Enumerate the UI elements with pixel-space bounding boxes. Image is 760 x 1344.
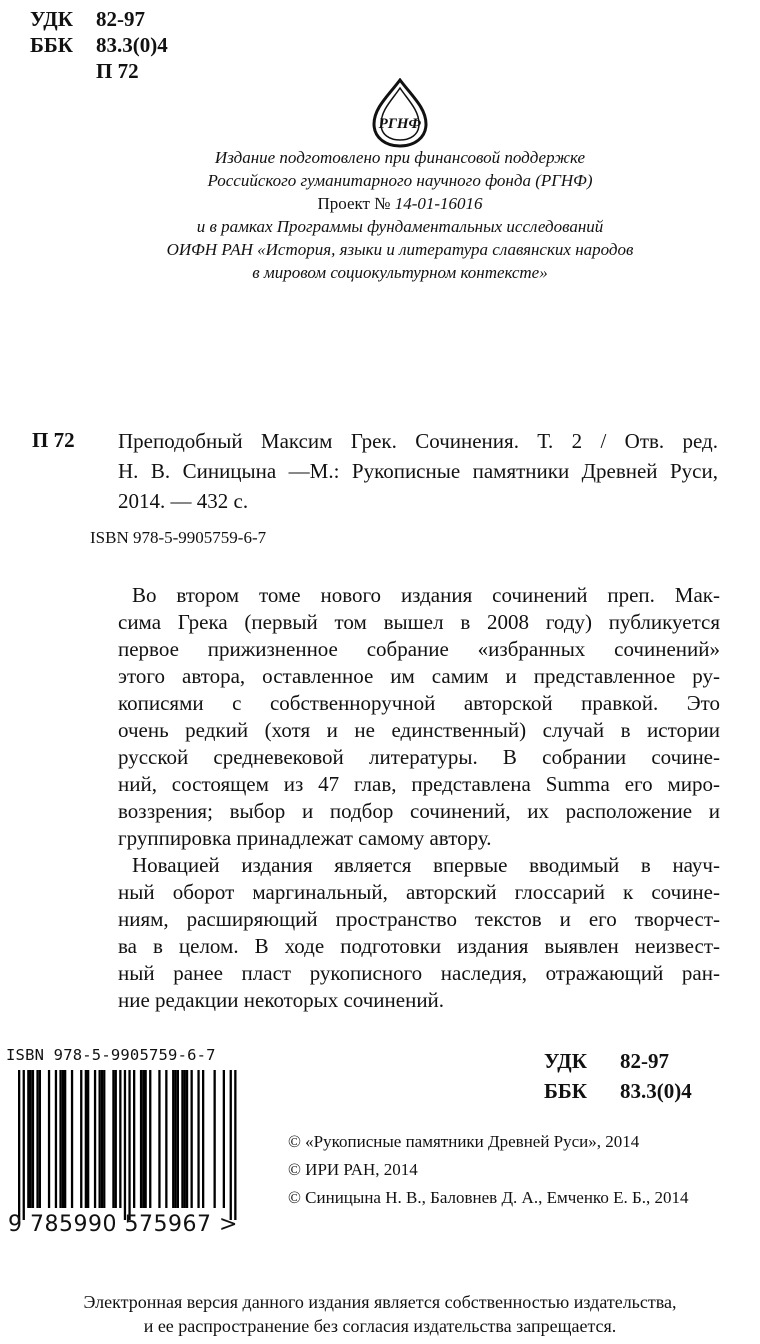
barcode-bar bbox=[119, 1070, 121, 1208]
barcode-bar bbox=[149, 1070, 151, 1208]
barcode-bar bbox=[85, 1070, 87, 1208]
funding-line: Издание подготовлено при финансовой поддержке bbox=[214, 148, 586, 167]
barcode-bar bbox=[140, 1070, 142, 1208]
citation-line: 2014. — 432 с. bbox=[118, 489, 249, 513]
abstract-line: этого автора, оставленное им самим и представленное ру- bbox=[118, 664, 720, 688]
funding-line: ОИФН РАН «История, языки и литература славянских народов bbox=[166, 240, 634, 259]
logo-lettering: РГНФ bbox=[378, 116, 422, 132]
barcode-bar bbox=[128, 1070, 130, 1220]
abstract-line: ние редакции некоторых сочинений. bbox=[118, 988, 445, 1012]
barcode-bar bbox=[124, 1070, 126, 1220]
project-prefix: Проект № bbox=[317, 194, 395, 213]
rgnf-logo-icon bbox=[368, 78, 432, 148]
project-number: 14-01-16016 bbox=[394, 194, 483, 213]
footer-notice bbox=[0, 1290, 760, 1338]
copyright-line: © «Рукописные памятники Древней Руси», 2014 bbox=[288, 1132, 640, 1151]
barcode-bar bbox=[55, 1070, 57, 1208]
udk-value: 82-97 bbox=[96, 7, 145, 31]
abstract bbox=[118, 582, 720, 1014]
funding-line: и в рамках Программы фундаментальных исследований bbox=[196, 217, 604, 236]
barcode-bar bbox=[191, 1070, 193, 1208]
barcode-bar bbox=[64, 1070, 66, 1208]
barcode-bar bbox=[36, 1070, 38, 1208]
citation-line: Преподобный Максим Грек. Сочинения. Т. 2 / Отв. ред. bbox=[118, 429, 718, 453]
barcode-bar bbox=[165, 1070, 167, 1208]
barcode-bar bbox=[94, 1070, 96, 1208]
barcode-bar bbox=[145, 1070, 147, 1208]
abstract-line: ный оборот маргинальный, авторский глоссарий к сочине- bbox=[118, 880, 720, 904]
abstract-line: ный ранее пласт рукописного наследия, отражающий ран- bbox=[118, 961, 720, 985]
udk-label: УДК bbox=[30, 7, 73, 31]
barcode-bar bbox=[142, 1070, 144, 1208]
barcode-bar bbox=[172, 1070, 174, 1208]
citation-line: Н. В. Синицына —М.: Рукописные памятники Древней Руси, bbox=[118, 459, 718, 483]
barcode-bar bbox=[32, 1070, 34, 1208]
barcode-isbn-text: ISBN 978-5-9905759-6-7 bbox=[6, 1046, 216, 1064]
abstract-line: ниям, расширяющий пространство текстов и его творчест- bbox=[118, 907, 720, 931]
barcode-bar bbox=[101, 1070, 103, 1208]
abstract-line: Новацией издания является впервые вводимый в науч- bbox=[132, 853, 720, 877]
barcode-bar bbox=[234, 1070, 236, 1220]
barcode-bar bbox=[181, 1070, 183, 1208]
bbk-value: 83.3(0)4 bbox=[96, 33, 168, 57]
footer-line: и ее распространение без согласия издательства запрещается. bbox=[143, 1316, 617, 1336]
footer-line: Электронная версия данного издания является собственностью издательства, bbox=[83, 1292, 677, 1312]
barcode-bar bbox=[99, 1070, 101, 1208]
classification-block-bottom bbox=[544, 1046, 744, 1110]
bibliographic-citation bbox=[118, 426, 718, 516]
classification-block-top bbox=[30, 6, 230, 86]
barcode-bar bbox=[103, 1070, 105, 1208]
citation-code: П 72 bbox=[32, 428, 75, 452]
abstract-line: очень редкий (хотя и не единственный) случай в истории bbox=[118, 718, 720, 742]
funding-line: Российского гуманитарного научного фонда (РГНФ) bbox=[207, 171, 593, 190]
barcode-bar bbox=[115, 1070, 117, 1208]
abstract-line: воззрения; выбор и подбор сочинений, их расположение и bbox=[118, 799, 720, 823]
abstract-line: сима Грека (первый том вышел в 2008 году) публикуется bbox=[118, 610, 720, 634]
udk-label: УДК bbox=[544, 1049, 587, 1073]
abstract-line: русской средневековой литературы. В собрании сочине- bbox=[118, 745, 720, 769]
barcode-bar bbox=[177, 1070, 179, 1208]
abstract-line: кописями с собственноручной авторской правкой. Это bbox=[118, 691, 720, 715]
barcode bbox=[18, 1070, 254, 1220]
barcode-bar bbox=[197, 1070, 199, 1208]
barcode-bar bbox=[112, 1070, 114, 1208]
copyright-line: © ИРИ РАН, 2014 bbox=[288, 1160, 418, 1179]
barcode-digits: 9 785990 575967 > bbox=[8, 1212, 238, 1237]
barcode-bar bbox=[30, 1070, 32, 1208]
udk-value: 82-97 bbox=[620, 1049, 669, 1073]
barcode-bar bbox=[223, 1070, 225, 1208]
barcode-bar bbox=[48, 1070, 50, 1208]
barcode-bar bbox=[39, 1070, 41, 1208]
barcode-bar bbox=[59, 1070, 61, 1208]
isbn-line: ISBN 978-5-9905759-6-7 bbox=[90, 528, 267, 547]
copyright-block bbox=[288, 1128, 688, 1212]
barcode-bar bbox=[80, 1070, 82, 1208]
barcode-bar bbox=[133, 1070, 135, 1208]
funding-line: в мировом социокультурном контексте» bbox=[252, 263, 548, 282]
bbk-label: ББК bbox=[30, 33, 73, 57]
abstract-line: ний, состоящем из 47 глав, представлена Summa его миро- bbox=[118, 772, 720, 796]
bbk-label: ББК bbox=[544, 1079, 587, 1103]
barcode-bar bbox=[230, 1070, 232, 1220]
barcode-bar bbox=[184, 1070, 186, 1208]
barcode-bar bbox=[174, 1070, 176, 1208]
abstract-line: группировка принадлежат самому автору. bbox=[118, 826, 492, 850]
barcode-bar bbox=[158, 1070, 160, 1208]
abstract-line: ва в целом. В ходе подготовки издания выявлен неизвест- bbox=[118, 934, 720, 958]
barcode-bar bbox=[87, 1070, 89, 1208]
funding-note bbox=[60, 146, 740, 284]
barcode-bar bbox=[23, 1070, 25, 1220]
barcode-bar bbox=[214, 1070, 216, 1208]
barcode-bar bbox=[18, 1070, 20, 1220]
barcode-bar bbox=[202, 1070, 204, 1208]
abstract-line: Во втором томе нового издания сочинений преп. Мак- bbox=[132, 583, 720, 607]
barcode-bar bbox=[71, 1070, 73, 1208]
project-line bbox=[60, 192, 740, 215]
abstract-line: первое прижизненное собрание «избранных сочинений» bbox=[118, 637, 720, 661]
bbk-value: 83.3(0)4 bbox=[620, 1079, 692, 1103]
author-mark: П 72 bbox=[96, 59, 139, 83]
barcode-bar bbox=[186, 1070, 188, 1208]
barcode-bar bbox=[27, 1070, 29, 1208]
barcode-bar bbox=[62, 1070, 64, 1208]
copyright-line: © Синицына Н. В., Баловнев Д. А., Емченко Е. Б., 2014 bbox=[288, 1188, 689, 1207]
